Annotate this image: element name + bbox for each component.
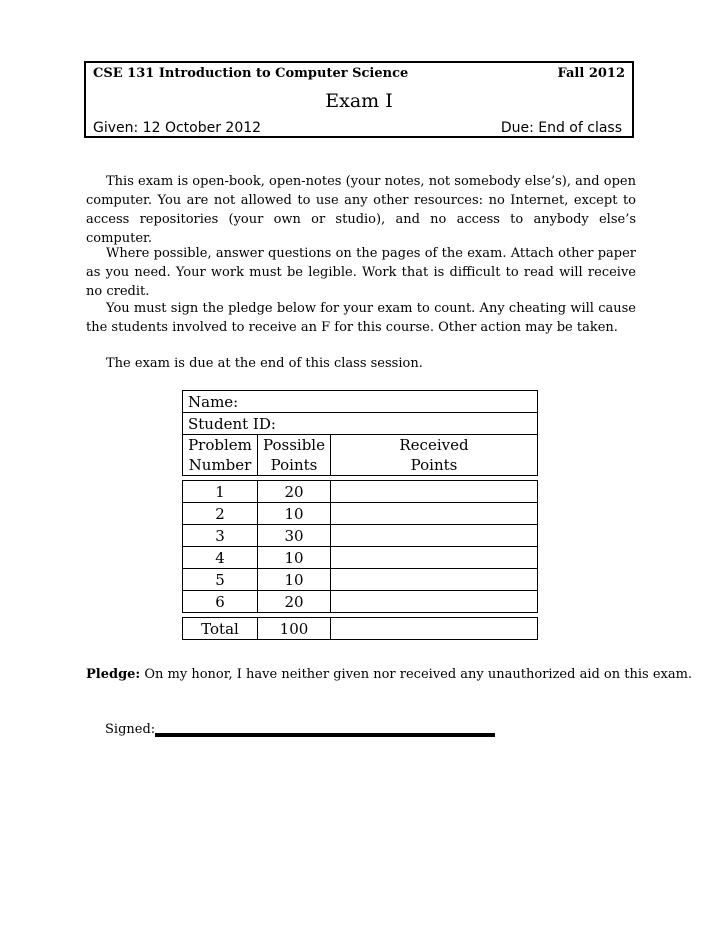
possible-points: 10 [258, 569, 331, 591]
signature-line[interactable] [155, 733, 495, 737]
received-points-header: Received Points [331, 435, 538, 476]
table-row [183, 481, 538, 503]
instructions-paragraph-4: The exam is due at the end of this class session. [106, 356, 423, 371]
problem-number: 6 [183, 591, 258, 613]
instructions-paragraph-3: You must sign the pledge below for your exam to count. Any cheating will cause the students involved to receive an F for this course. Other action may be taken. [86, 301, 636, 335]
problem-number: 3 [183, 525, 258, 547]
received-points-cell[interactable] [331, 591, 538, 613]
name-label: Name: [188, 392, 239, 411]
table-row [183, 569, 538, 591]
total-row [183, 618, 538, 640]
given-date: Given: 12 October 2012 [93, 120, 262, 136]
name-field[interactable] [183, 391, 538, 413]
instructions-paragraph-1: This exam is open-book, open-notes (your notes, not somebody else’s), and open computer. You are not allowed to use any other resources: no Internet, except to access repositories (your own or studio), and no access to anybody else’s computer. [86, 174, 636, 246]
pledge-text: On my honor, I have neither given nor received any unauthorized aid on this exam. [144, 667, 693, 682]
total-points: 100 [258, 618, 331, 640]
table-row [183, 503, 538, 525]
student-id-label: Student ID: [188, 414, 276, 433]
possible-points: 20 [258, 591, 331, 613]
total-received-cell[interactable] [331, 618, 538, 640]
possible-points: 10 [258, 547, 331, 569]
received-points-cell[interactable] [331, 503, 538, 525]
problem-number-header: Problem Number [183, 435, 258, 476]
due-date: Due: End of class [500, 120, 622, 136]
received-points-cell[interactable] [331, 481, 538, 503]
course-title: CSE 131 Introduction to Computer Science [93, 66, 409, 81]
problem-number: 5 [183, 569, 258, 591]
possible-points-header: Possible Points [258, 435, 331, 476]
signed-label: Signed: [105, 722, 156, 737]
term-label: Fall 2012 [557, 66, 625, 81]
received-points-cell[interactable] [331, 547, 538, 569]
instructions-paragraph-2: Where possible, answer questions on the pages of the exam. Attach other paper as you need. Your work must be legible. Work that is difficult to read will receive no credit. [86, 246, 636, 299]
received-points-cell[interactable] [331, 525, 538, 547]
problem-number: 4 [183, 547, 258, 569]
pledge-label: Pledge: [86, 667, 141, 682]
exam-title: Exam I [325, 90, 393, 112]
student-id-field[interactable] [183, 413, 538, 435]
table-row [183, 525, 538, 547]
received-points-cell[interactable] [331, 569, 538, 591]
exam-header [84, 61, 634, 138]
total-label: Total [183, 618, 258, 640]
pledge-statement [86, 667, 692, 682]
table-row [183, 547, 538, 569]
possible-points: 30 [258, 525, 331, 547]
score-table [182, 390, 538, 640]
possible-points: 20 [258, 481, 331, 503]
table-row [183, 591, 538, 613]
problem-number: 2 [183, 503, 258, 525]
problem-number: 1 [183, 481, 258, 503]
possible-points: 10 [258, 503, 331, 525]
